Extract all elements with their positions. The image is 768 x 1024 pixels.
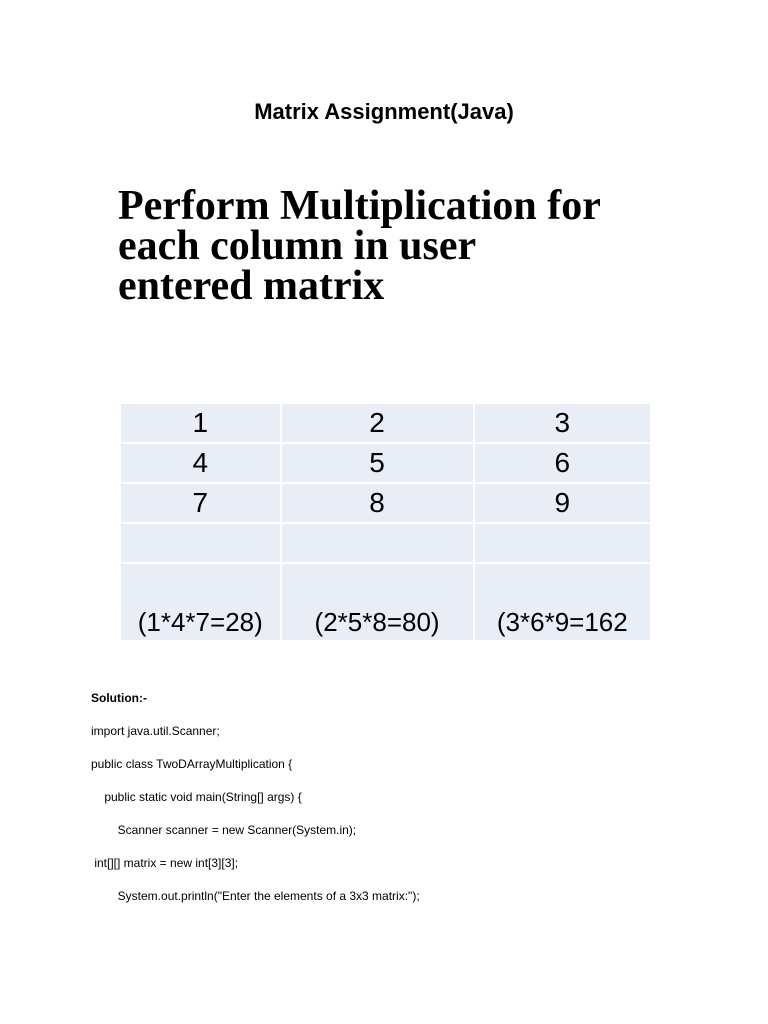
code-line: int[][] matrix = new int[3][3]; bbox=[91, 856, 239, 870]
slide-heading-line: entered matrix bbox=[118, 263, 385, 309]
matrix-cell bbox=[120, 523, 281, 563]
matrix-cell: 3 bbox=[474, 403, 651, 443]
matrix-result-row bbox=[120, 563, 651, 641]
matrix-cell: 8 bbox=[281, 483, 474, 523]
matrix-cell: 9 bbox=[474, 483, 651, 523]
matrix-cell: 6 bbox=[474, 443, 651, 483]
matrix-cell: 4 bbox=[120, 443, 281, 483]
matrix-row bbox=[120, 403, 651, 443]
matrix-cell: 1 bbox=[120, 403, 281, 443]
solution-label: Solution:- bbox=[91, 691, 147, 705]
matrix-cell bbox=[281, 523, 474, 563]
matrix-cell: 5 bbox=[281, 443, 474, 483]
matrix-row bbox=[120, 443, 651, 483]
column-product-result: (1*4*7=28) bbox=[120, 563, 281, 641]
code-line: public static void main(String[] args) { bbox=[91, 790, 302, 804]
code-line: System.out.println("Enter the elements of a 3x3 matrix:"); bbox=[91, 889, 420, 903]
matrix-cell bbox=[474, 523, 651, 563]
column-product-result: (2*5*8=80) bbox=[281, 563, 474, 641]
document-title: Matrix Assignment(Java) bbox=[254, 99, 514, 124]
solution-section bbox=[91, 688, 731, 919]
matrix-table bbox=[119, 402, 652, 642]
matrix-row bbox=[120, 483, 651, 523]
slide-heading bbox=[118, 183, 678, 309]
matrix-cell: 2 bbox=[281, 403, 474, 443]
code-line: public class TwoDArrayMultiplication { bbox=[91, 757, 293, 771]
code-line: import java.util.Scanner; bbox=[91, 724, 220, 738]
column-product-result: (3*6*9=162 bbox=[474, 563, 651, 641]
code-line: Scanner scanner = new Scanner(System.in); bbox=[91, 823, 357, 837]
matrix-cell: 7 bbox=[120, 483, 281, 523]
slide-heading-line: each column in user bbox=[118, 223, 477, 269]
matrix-empty-row bbox=[120, 523, 651, 563]
slide-heading-line: Perform Multiplication for bbox=[118, 183, 601, 229]
